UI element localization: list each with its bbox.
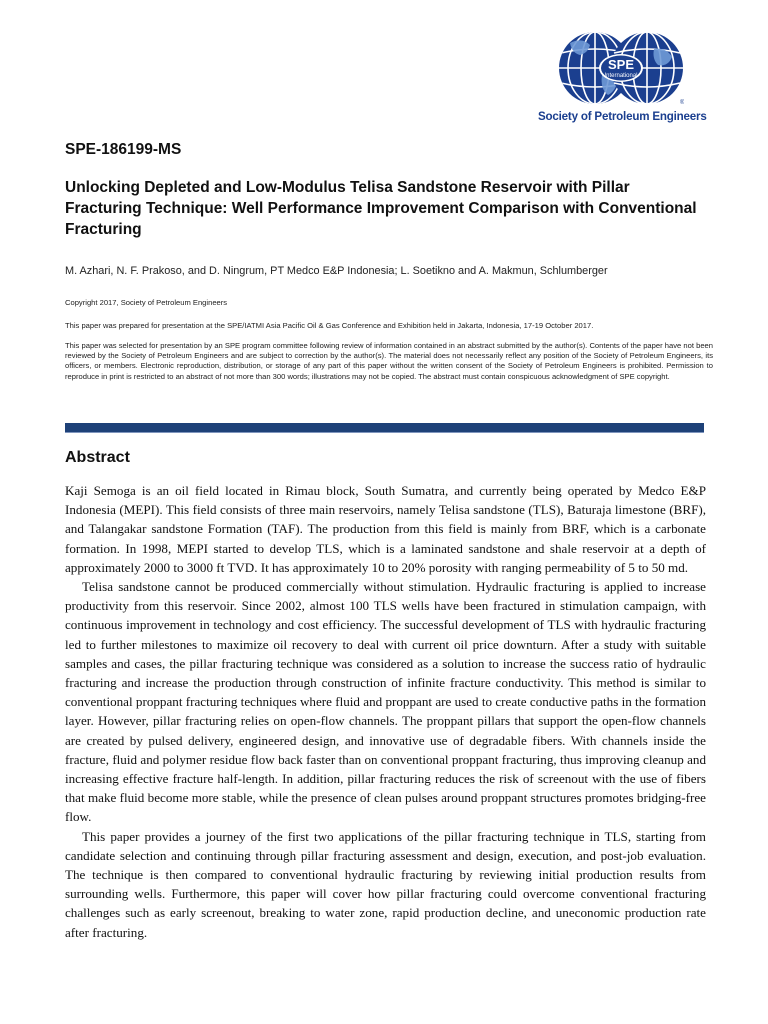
selection-disclaimer: This paper was selected for presentation by an SPE program committee following review of information contained in an abstract submitted by the author(s). Contents of the paper have not been reviewed by the Society of Petroleum Engineers and are subject to correction by the author(s). The material does not necessarily reflect any position of the Society of Petroleum Engineers, its officers, or members. Electronic reproduction, distribution, or storage of any part of this paper without the written consent of the Society of Petroleum Engineers is prohibited. Permission to reproduce in print is restricted to an abstract of not more than 300 words; illustrations may not be copied. The abstract must contain conspicuous acknowledgment of SPE copyright. <box>65 341 713 381</box>
abstract-paragraph: Kaji Semoga is an oil field located in Rimau block, South Sumatra, and currently being operated by Medco E&P Indonesia (MEPI). This field consists of three main reservoirs, namely Telisa sandstone (TLS), Baturaja limestone (BRF), and Talangakar sandstone Formation (TAF). The production from this field is mainly from BRF, which is a carbonate formation. In 1998, MEPI started to develop TLS, which is a laminated sandstone and shale reservoir at a depth of approximately 2000 to 3000 ft TVD. It has approximately 10 to 20% porosity with ranging permeability of 5 to 50 md. <box>65 483 706 575</box>
abstract-heading: Abstract <box>65 449 130 466</box>
paper-title: Unlocking Depleted and Low-Modulus Telisa Sandstone Reservoir with Pillar Fracturing Technique: Well Performance Improvement Comparison with Conventional Fracturing <box>65 179 697 238</box>
presentation-note: This paper was prepared for presentation at the SPE/IATMI Asia Pacific Oil & Gas Conference and Exhibition held in Jakarta, Indonesia, 17-19 October 2017. <box>65 321 594 330</box>
paper-id: SPE-186199-MS <box>65 141 182 158</box>
spe-logo <box>538 31 708 127</box>
abstract-paragraph: This paper provides a journey of the first two applications of the pillar fracturing technique in TLS, starting from candidate selection and continuing through pillar fracturing assessment and design, execution, and post-job evaluation. The technique is then compared to conventional hydraulic fracturing by reviewing initial production results from surrounding wells. Furthermore, this paper will cover how pillar fracturing could overcome conventional fracturing challenges such as early screenout, breaking to water zone, rapid production decline, and uneconomic production rate after fracturing. <box>65 828 706 940</box>
organization-name: Society of Petroleum Engineers <box>538 110 707 123</box>
abstract-body <box>65 481 706 942</box>
registered-mark-icon: ® <box>680 100 684 105</box>
paper-authors: M. Azhari, N. F. Prakoso, and D. Ningrum, PT Medco E&P Indonesia; L. Soetikno and A. Makmun, Schlumberger <box>65 265 608 277</box>
section-divider <box>65 423 704 433</box>
logo-text-top: SPE <box>607 57 635 72</box>
copyright-notice: Copyright 2017, Society of Petroleum Engineers <box>65 298 228 307</box>
globe-logo-icon <box>558 31 684 105</box>
logo-text-bottom: International <box>604 73 638 79</box>
abstract-paragraph: Telisa sandstone cannot be produced commercially without stimulation. Hydraulic fracturing is applied to increase productivity from this reservoir. Since 2002, almost 100 TLS wells have been fractured in stimulation campaign, with continuous improvement in technology and cost efficiency. The successful development of TLS with hydraulic fracturing led to further milestones to maximize oil recovery to deal with current oil price downturn. After a study with suitable samples and cases, the pillar fracturing technique was considered as a solution to increase the success ratio of hydraulic fracturing and increase the production through construction of infinite fracture conductivity. This method is similar to conventional proppant fracturing techniques where fluid and proppant are used to create conductive paths in the formation layer. However, pillar fracturing relies on open-flow channels. The proppant pillars that support the open-flow channels are created by pulsed delivery, engineered design, and innovative use of degradable fibers. With channels inside the fracture, fluid and polymer residue flow back faster than on conventional proppant fracturing, thus improving cleanup and increasing effective fracture half-length. In addition, pillar fracturing reduces the risk of screenout with the use of fibers that make fluid become more stable, while the presence of clean pulses around proppant structures promotes bridging-free flow. <box>65 579 706 825</box>
